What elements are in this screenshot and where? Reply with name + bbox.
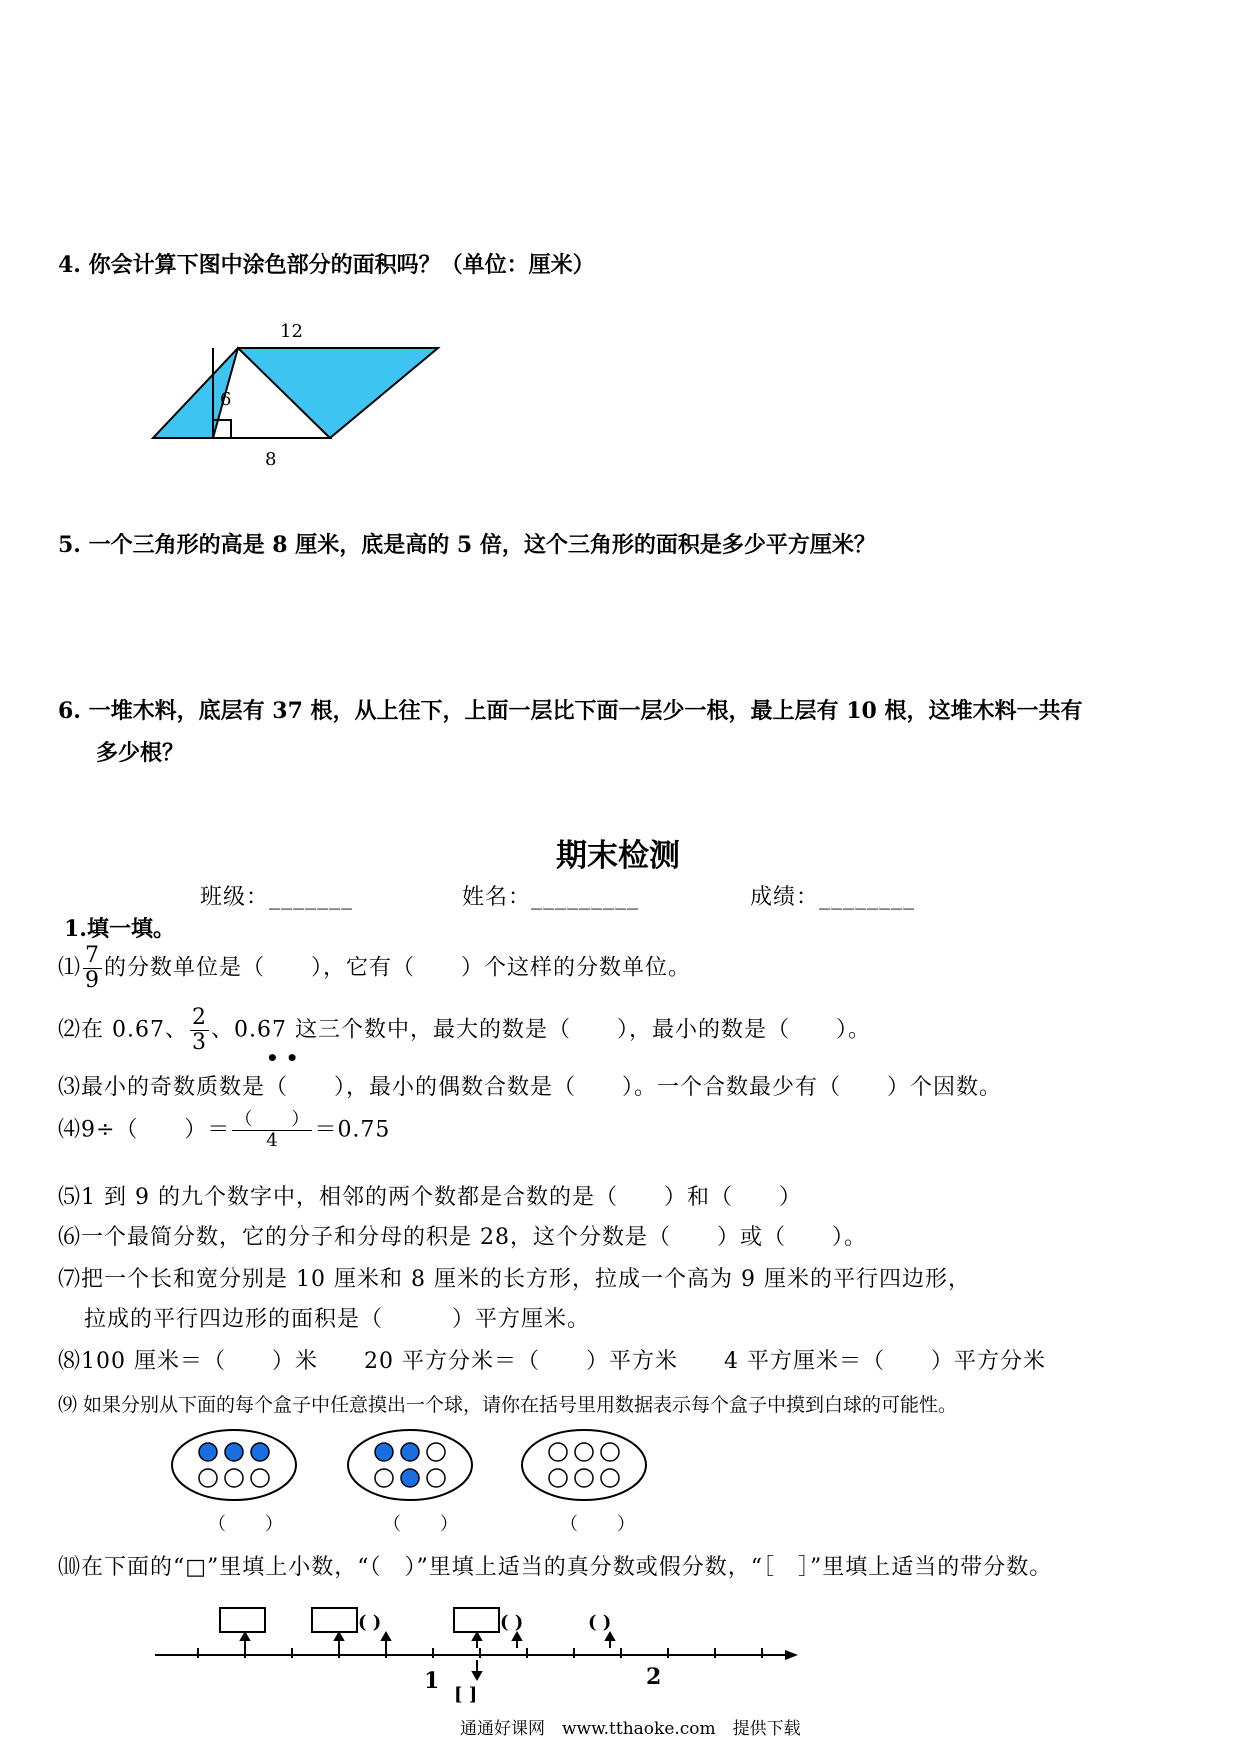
question-5: ⑸1 到 9 的九个数字中，相邻的两个数都是合数的是（ ）和（ ） [58, 1185, 802, 1210]
box-1-answer-blank[interactable]: （ ） [208, 1514, 284, 1535]
white-ball [549, 1469, 567, 1487]
number-label-2: 2 [646, 1664, 662, 1690]
box-3-answer-blank[interactable]: （ ） [560, 1514, 636, 1535]
decimal-box-2 [312, 1608, 357, 1632]
decimal-box-1 [220, 1608, 265, 1632]
fraction-denominator: 9 [85, 968, 101, 994]
question-2 [58, 1006, 871, 1055]
fraction-denominator: 3 [191, 1030, 207, 1056]
box-outline [172, 1430, 296, 1500]
number-label-1: 1 [424, 1668, 440, 1694]
question-1 [58, 944, 691, 993]
blue-ball [251, 1443, 269, 1461]
white-ball [225, 1469, 243, 1487]
white-ball [549, 1443, 567, 1461]
blue-ball [401, 1443, 419, 1461]
score-field: 成绩：________ [750, 885, 916, 910]
box-outline [348, 1430, 472, 1500]
question-4 [58, 1110, 390, 1151]
fraction-numerator: （ ） [234, 1109, 311, 1130]
repeating-decimal-dots: • • [266, 1046, 299, 1070]
q1-prefix: ⑴ [58, 955, 82, 981]
white-ball [251, 1469, 269, 1487]
problem-5: 5. 一个三角形的高是 8 厘米，底是高的 5 倍，这个三角形的面积是多少平方厘米？ [58, 532, 876, 558]
top-length-label: 12 [280, 321, 303, 342]
fraction-numerator: 7 [85, 943, 101, 968]
section-1-heading: 1.填一填。 [64, 916, 175, 942]
question-7-line-2: 拉成的平行四边形的面积是（ ）平方厘米。 [84, 1307, 591, 1332]
white-ball [575, 1469, 593, 1487]
number-line-figure [150, 1600, 810, 1710]
white-ball [427, 1469, 445, 1487]
question-8: ⑻100 厘米＝（ ）米 20 平方分米＝（ ）平方米 4 平方厘米＝（ ）平方分米 [58, 1349, 1046, 1374]
exam-title: 期末检测 [556, 838, 680, 874]
footer-credit: 通通好课网 www.tthaoke.com 提供下载 [460, 1719, 801, 1739]
base-length-label: 8 [265, 449, 277, 470]
box-outline [522, 1430, 646, 1500]
fraction-blank-4 [232, 1110, 312, 1151]
white-ball [601, 1469, 619, 1487]
blue-ball [375, 1443, 393, 1461]
fraction-paren-1: ( ) [358, 1612, 382, 1633]
number-line-ticks [198, 1648, 762, 1658]
name-field: 姓名：_________ [462, 885, 640, 910]
q4-suffix: ＝0.75 [314, 1117, 391, 1143]
white-ball [601, 1443, 619, 1461]
question-3: ⑶最小的奇数质数是（ ），最小的偶数合数是（ ）。一个合数最少有（ ）个因数。 [58, 1075, 1003, 1100]
white-ball [199, 1469, 217, 1487]
white-ball [375, 1469, 393, 1487]
height-label: 6 [220, 389, 232, 410]
fraction-7-9 [83, 944, 102, 993]
ball-box-3 [522, 1430, 646, 1500]
mixed-number-bracket: [ ] [454, 1684, 478, 1705]
class-field: 班级：_______ [200, 885, 354, 910]
blue-ball [225, 1443, 243, 1461]
fraction-2-3 [190, 1006, 209, 1055]
problem-6-line-2: 多少根？ [96, 740, 185, 766]
fraction-numerator: 2 [191, 1005, 207, 1030]
question-7-line-1: ⑺把一个长和宽分别是 10 厘米和 8 厘米的长方形，拉成一个高为 9 厘米的平行四边形， [58, 1267, 971, 1292]
blue-ball [199, 1443, 217, 1461]
fraction-paren-2: ( ) [500, 1612, 524, 1633]
box-2-answer-blank[interactable]: （ ） [383, 1514, 459, 1535]
fraction-paren-3: ( ) [588, 1612, 612, 1633]
number-line-arrow [785, 1650, 798, 1660]
problem-4: 4. 你会计算下图中涂色部分的面积吗？（单位：厘米） [58, 252, 595, 278]
q2-prefix: ⑵在 0.67、 [58, 1017, 188, 1043]
ball-boxes [170, 1420, 670, 1520]
decimal-box-3 [454, 1608, 499, 1632]
ball-box-2 [348, 1430, 472, 1500]
problem-6-line-1: 6. 一堆木料，底层有 37 根，从上往下，上面一层比下面一层少一根，最上层有 10 根，这堆木料一共有 [58, 698, 1083, 724]
q1-text: 的分数单位是（ ），它有（ ）个这样的分数单位。 [104, 955, 692, 981]
ball-box-1 [172, 1430, 296, 1500]
question-6: ⑹一个最简分数，它的分子和分母的积是 28，这个分数是（ ）或（ ）。 [58, 1225, 867, 1250]
fraction-denominator: 4 [266, 1129, 279, 1151]
white-ball [575, 1443, 593, 1461]
parallelogram-figure [150, 315, 450, 525]
q2-text: 、0.67 这三个数中，最大的数是（ ），最小的数是（ ）。 [210, 1017, 871, 1043]
question-10: ⑽在下面的“□”里填上小数，“（ ）”里填上适当的真分数或假分数，“［ ］”里填上适当的带分数。 [58, 1555, 1053, 1580]
blue-ball [401, 1469, 419, 1487]
white-ball [427, 1443, 445, 1461]
question-9: ⑼ 如果分别从下面的每个盒子中任意摸出一个球，请你在括号里用数据表示每个盒子中摸到白球的可能性。 [58, 1394, 958, 1416]
q4-prefix: ⑷9÷（ ）＝ [58, 1117, 231, 1143]
